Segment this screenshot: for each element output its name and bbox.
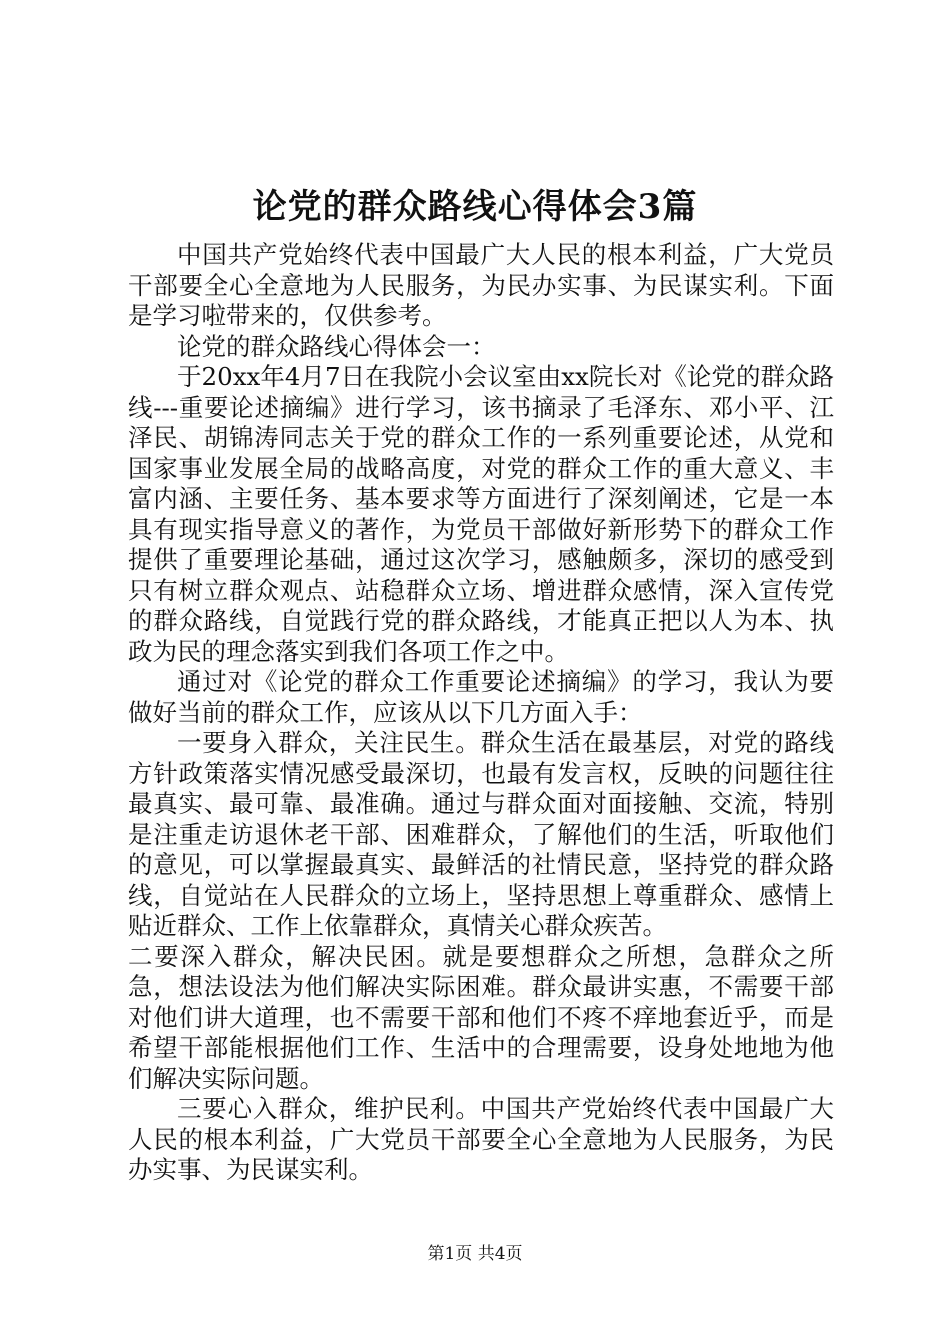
body-paragraph: 于20xx年4月7日在我院小会议室由xx院长对《论党的群众路线---重要论述摘编》进行学习，该书摘录了毛泽东、邓小平、江泽民、胡锦涛同志关于党的群众工作的一系列重要论述，从党和国家事业发展全局的战略高度，对党的群众工作的重大意义、丰富内涵、主要任务、基本要求等方面进行了深刻阐述，它是一本具有现实指导意义的著作，为党员干部做好新形势下的群众工作提供了重要理论基础，通过这次学习，感触颇多，深切的感受到只有树立群众观点、站稳群众立场、增进群众感情，深入宣传党的群众路线，自觉践行党的群众路线，才能真正把以人为本、执政为民的理念落实到我们各项工作之中。 [128,362,834,666]
page-number-footer: 第1页 共4页 [427,1244,523,1264]
body-paragraph: 通过对《论党的群众工作重要论述摘编》的学习，我认为要做好当前的群众工作，应该从以下几方面入手： [128,667,834,727]
body-paragraph: 一要身入群众，关注民生。群众生活在最基层，对党的路线方针政策落实情况感受最深切，也最有发言权，反映的问题往往最真实、最可靠、最准确。通过与群众面对面接触、交流，特别是注重走访退休老干部、困难群众，了解他们的生活，听取他们的意见，可以掌握最真实、最鲜活的社情民意，坚持党的群众路线，自觉站在人民群众的立场上，坚持思想上尊重群众、感情上贴近群众、工作上依靠群众，真情关心群众疾苦。 [128,728,834,940]
document-title: 论党的群众路线心得体会3篇 [252,187,698,227]
body-paragraph: 三要心入群众，维护民利。中国共产党始终代表中国最广大人民的根本利益，广大党员干部要全心全意地为人民服务，为民办实事、为民谋实利。 [128,1094,834,1184]
section-heading: 论党的群众路线心得体会一： [177,331,496,361]
intro-paragraph: 中国共产党始终代表中国最广大人民的根本利益，广大党员干部要全心全意地为人民服务，为民办实事、为民谋实利。下面是学习啦带来的，仅供参考。 [128,240,834,330]
document-body [128,240,834,1186]
body-paragraph: 二要深入群众，解决民困。就是要想群众之所想，急群众之所急，想法设法为他们解决实际困难。群众最讲实惠，不需要干部对他们讲大道理，也不需要干部和他们不疼不痒地套近乎，而是希望干部能根据他们工作、生活中的合理需要，设身处地地为他们解决实际问题。 [128,941,834,1093]
